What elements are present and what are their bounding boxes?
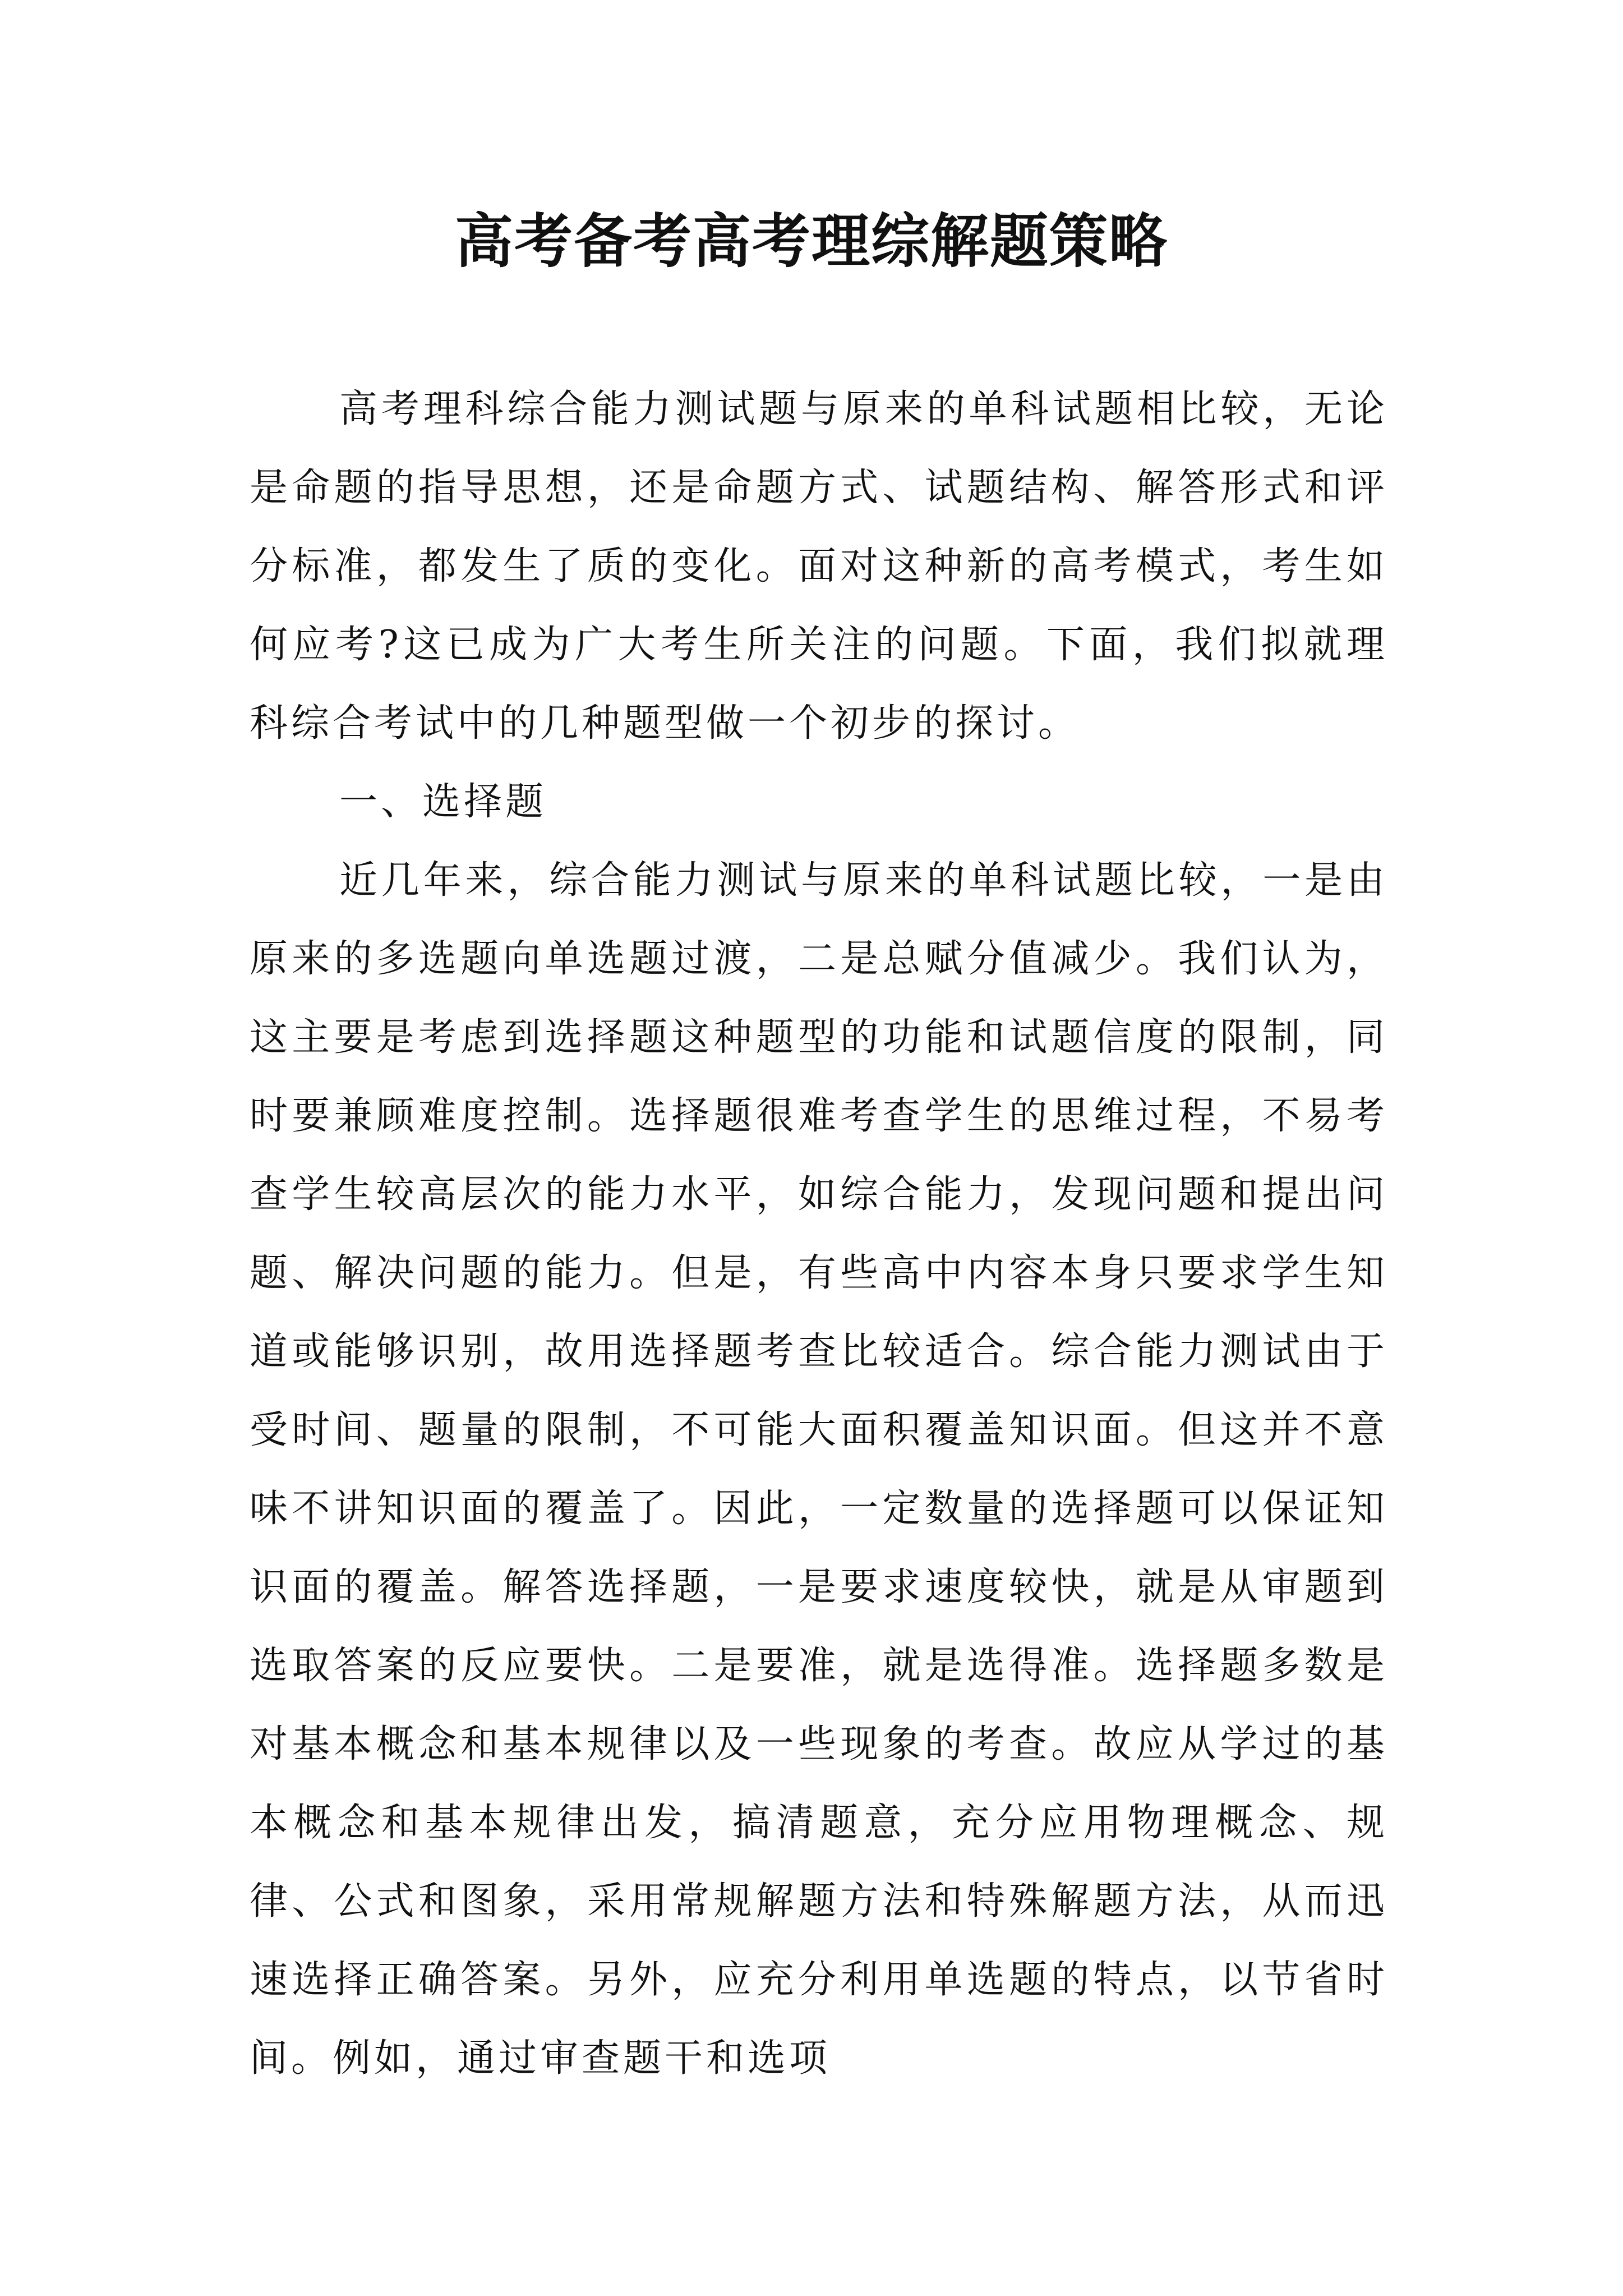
intro-paragraph: 高考理科综合能力测试题与原来的单科试题相比较，无论是命题的指导思想，还是命题方式、试题结构、解答形式和评分标准，都发生了质的变化。面对这种新的高考模式，考生如何应考?这已成为广大考生所关注的问题。下面，我们拟就理科综合考试中的几种题型做一个初步的探讨。 (250, 387, 1388, 746)
document-title: 高考备考高考理综解题策略 (454, 206, 1168, 275)
section-heading-multiple-choice: 一、选择题 (339, 780, 547, 824)
document-body (250, 370, 1388, 2098)
body-paragraph: 近几年来，综合能力测试与原来的单科试题比较，一是由原来的多选题向单选题过渡，二是总赋分值减少。我们认为，这主要是考虑到选择题这种题型的功能和试题信度的限制，同时要兼顾难度控制。选择题很难考查学生的思维过程，不易考查学生较高层次的能力水平，如综合能力，发现问题和提出问题、解决问题的能力。但是，有些高中内容本身只要求学生知道或能够识别，故用选择题考查比较适合。综合能力测试由于受时间、题量的限制，不可能大面积覆盖知识面。但这并不意味不讲知识面的覆盖了。因此，一定数量的选择题可以保证知识面的覆盖。解答选择题，一是要求速度较快，就是从审题到选取答案的反应要快。二是要准，就是选得准。选择题多数是对基本概念和基本规律以及一些现象的考查。故应从学过的基本概念和基本规律出发，搞清题意，充分应用物理概念、规律、公式和图象，采用常规解题方法和特殊解题方法，从而迅速选择正确答案。另外，应充分利用单选题的特点，以节省时间。例如，通过审查题干和选项 (250, 858, 1388, 2081)
